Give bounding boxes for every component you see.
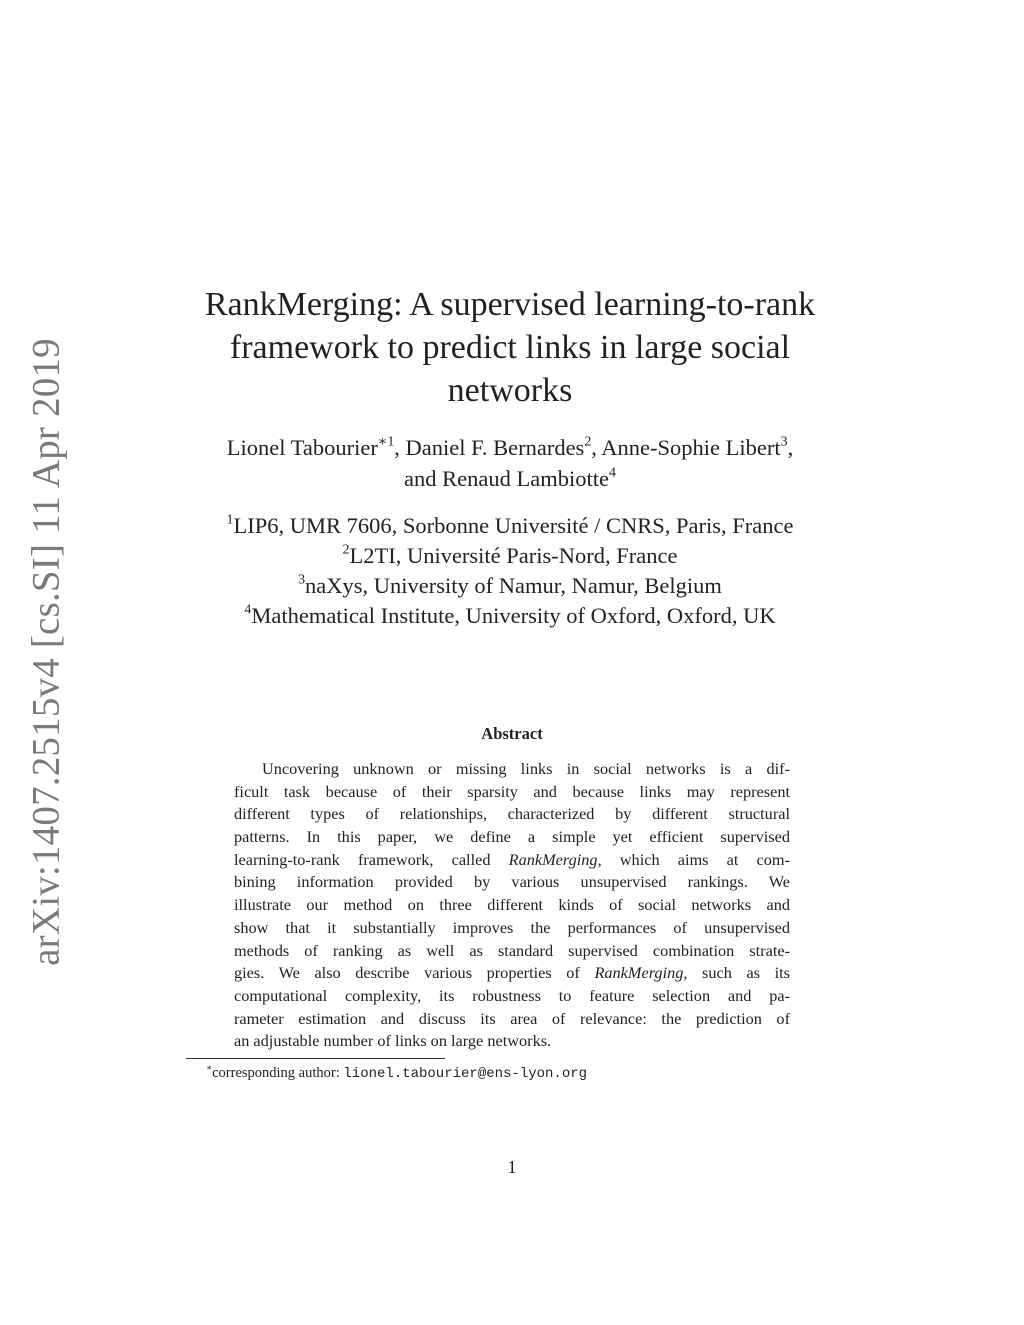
- author-3-trailing-comma: ,: [787, 435, 794, 460]
- abstract-text: gies. We also describe various properties of: [234, 963, 580, 983]
- affiliation-1-mark: 1: [226, 512, 234, 528]
- affiliation-4-text: Mathematical Institute, University of Oxford, Oxford, UK: [251, 603, 776, 628]
- author-line-1: [160, 432, 860, 463]
- abstract-method-name: RankMerging: [508, 849, 598, 869]
- abstract-line: Uncovering unknown or missing links in social networks is a dif-: [262, 759, 790, 778]
- abstract-method-name: RankMerging: [594, 963, 684, 983]
- abstract-line: ficult task because of their sparsity and because links may represent: [234, 781, 790, 801]
- title-line-2: framework to predict links in large social: [229, 329, 791, 366]
- author-2-affiliation-mark: 2: [584, 434, 592, 450]
- affiliation-3-mark: 3: [298, 572, 306, 588]
- abstract-heading: Abstract: [481, 724, 543, 743]
- page-number: 1: [507, 1157, 517, 1177]
- affiliation-2: [160, 541, 860, 571]
- footnote-mark: ∗: [206, 1062, 213, 1073]
- abstract-text: , such as its: [683, 963, 790, 983]
- abstract-line: an adjustable number of links on large networks.: [234, 1031, 552, 1051]
- footnote-text: corresponding author:: [212, 1065, 344, 1081]
- abstract-line: methods of ranking as well as standard supervised combination strate-: [234, 940, 790, 960]
- abstract-body: [234, 758, 790, 1053]
- author-3-name: , Anne-Sophie Libert: [591, 435, 781, 460]
- author-4-affiliation-mark: 4: [608, 465, 616, 481]
- abstract-line: [234, 962, 790, 985]
- abstract-line: show that it substantially improves the performances of unsupervised: [234, 917, 790, 937]
- title-line-3: networks: [447, 372, 573, 409]
- affiliation-4-mark: 4: [244, 602, 252, 618]
- abstract-line: [234, 849, 790, 872]
- author-list: [160, 432, 860, 494]
- affiliation-1-text: LIP6, UMR 7606, Sorbonne Université / CNRS, Paris, France: [233, 513, 794, 538]
- footnote: [206, 1062, 588, 1082]
- abstract-text: , which aims at com-: [597, 849, 791, 869]
- abstract-line: rameter estimation and discuss its area of relevance: the prediction of: [234, 1008, 790, 1028]
- affiliation-1: [160, 511, 860, 541]
- affiliation-list: [160, 511, 860, 631]
- affiliation-4: [160, 601, 860, 631]
- author-1-affiliation-mark: ∗1: [377, 434, 395, 450]
- affiliation-3-text: naXys, University of Namur, Namur, Belgium: [305, 573, 722, 598]
- author-2-name: , Daniel F. Bernardes: [394, 435, 585, 460]
- title-line-1: RankMerging: A supervised learning-to-rank: [204, 286, 816, 323]
- abstract-line: illustrate our method on three different kinds of social networks and: [234, 895, 790, 915]
- corresponding-author-email[interactable]: lionel.tabourier@ens-lyon.org: [343, 1066, 588, 1082]
- author-3-affiliation-mark: 3: [780, 434, 788, 450]
- abstract-line: computational complexity, its robustness to feature selection and pa-: [234, 985, 790, 1005]
- abstract-line: different types of relationships, characterized by different structural: [234, 804, 790, 824]
- paper-title: [180, 283, 840, 412]
- affiliation-3: [160, 571, 860, 601]
- abstract-line: bining information provided by various unsupervised rankings. We: [234, 872, 790, 892]
- footnote-rule: [186, 1058, 445, 1059]
- author-line-2: [160, 463, 860, 494]
- arxiv-identifier-stamp: arXiv:1407.2515v4 [cs.SI] 11 Apr 2019: [24, 338, 68, 966]
- affiliation-2-text: L2TI, Université Paris-Nord, France: [349, 543, 678, 568]
- abstract-line: patterns. In this paper, we define a simple yet efficient supervised: [234, 827, 790, 847]
- author-1-name: Lionel Tabourier: [226, 435, 378, 460]
- author-4-name: and Renaud Lambiotte: [404, 466, 609, 491]
- abstract-text: learning-to-rank framework, called: [234, 849, 491, 869]
- affiliation-2-mark: 2: [342, 542, 350, 558]
